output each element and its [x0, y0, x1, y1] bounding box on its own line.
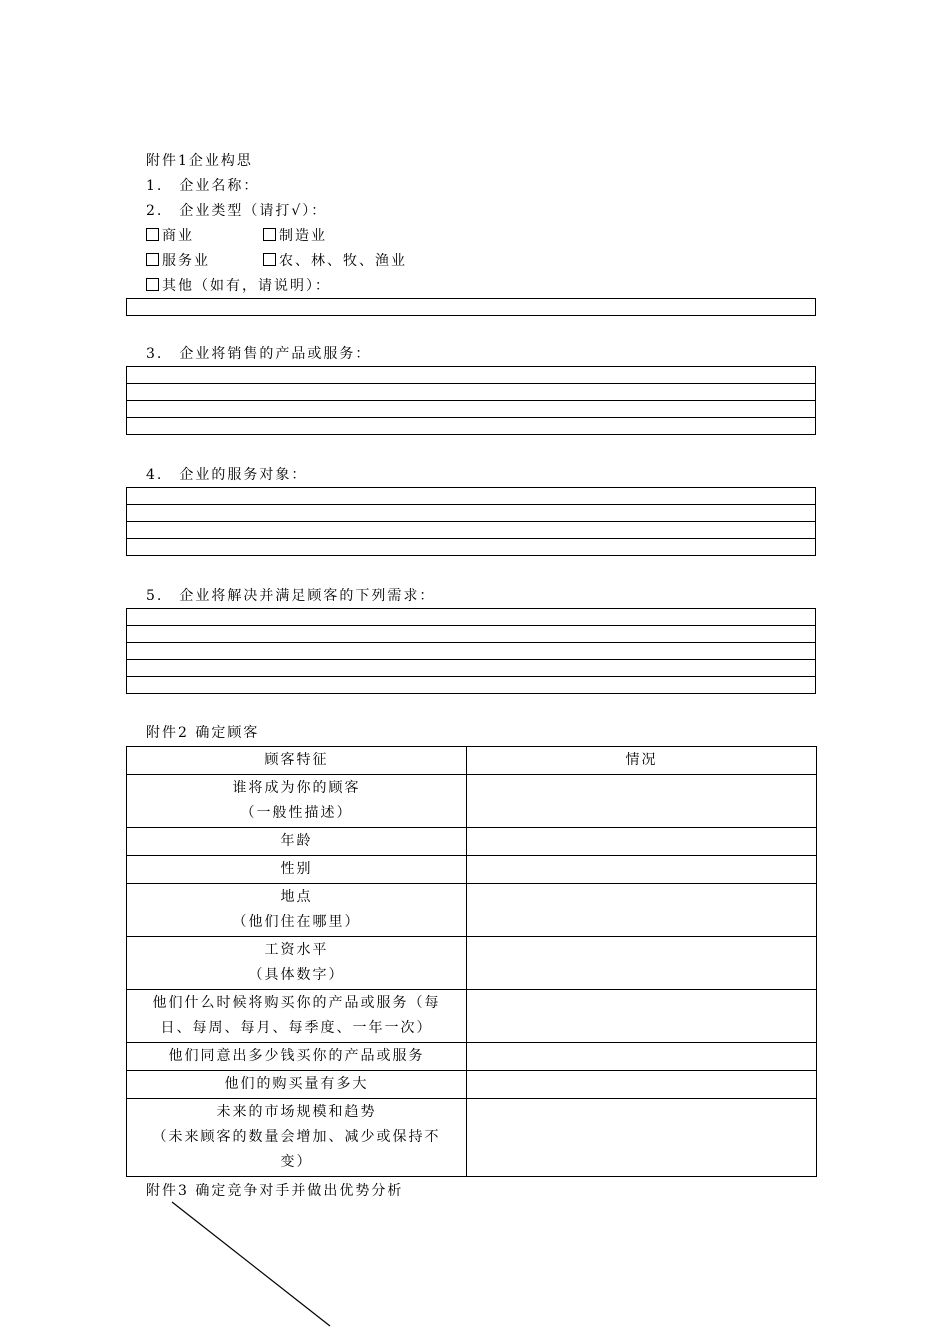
characteristic-cell: 谁将成为你的顾客 （一般性描述） [127, 775, 467, 828]
characteristic-cell: 他们同意出多少钱买你的产品或服务 [127, 1043, 467, 1071]
question-2-company-type: 2. 企业类型（请打√）： [146, 203, 328, 219]
appendix3-title: 附件3 确定竞争对手并做出优势分析 [146, 1183, 404, 1199]
option-label: 其他（如有，请说明）： [162, 278, 331, 294]
diagonal-line [172, 1202, 330, 1326]
question-5-needs: 5. 企业将解决并满足顾客的下列需求： [146, 588, 436, 604]
characteristic-cell: 性别 [127, 856, 467, 884]
option-label: 服务业 [162, 253, 210, 269]
question-3-products: 3. 企业将销售的产品或服务： [146, 346, 372, 362]
option-label: 农、林、牧、渔业 [279, 253, 407, 269]
question-4-customers: 4. 企业的服务对象： [146, 467, 308, 483]
appendix1-title: 附件1企业构思 [146, 153, 253, 169]
question-1-company-name: 1. 企业名称： [146, 178, 260, 194]
appendix2-title: 附件2 确定顾客 [146, 725, 260, 741]
characteristic-cell: 年龄 [127, 828, 467, 856]
option-label: 制造业 [279, 228, 327, 244]
characteristic-cell: 未来的市场规模和趋势 （未来顾客的数量会增加、减少或保持不 变） [127, 1099, 467, 1177]
characteristic-cell: 他们什么时候将购买你的产品或服务（每 日、每周、每月、每季度、一年一次） [127, 990, 467, 1043]
characteristic-cell: 他们的购买量有多大 [127, 1071, 467, 1099]
header-situation: 情况 [467, 747, 817, 775]
characteristic-cell: 工资水平 （具体数字） [127, 937, 467, 990]
characteristic-cell: 地点 （他们住在哪里） [127, 884, 467, 937]
header-characteristics: 顾客特征 [127, 747, 467, 775]
option-label: 商业 [162, 228, 194, 244]
